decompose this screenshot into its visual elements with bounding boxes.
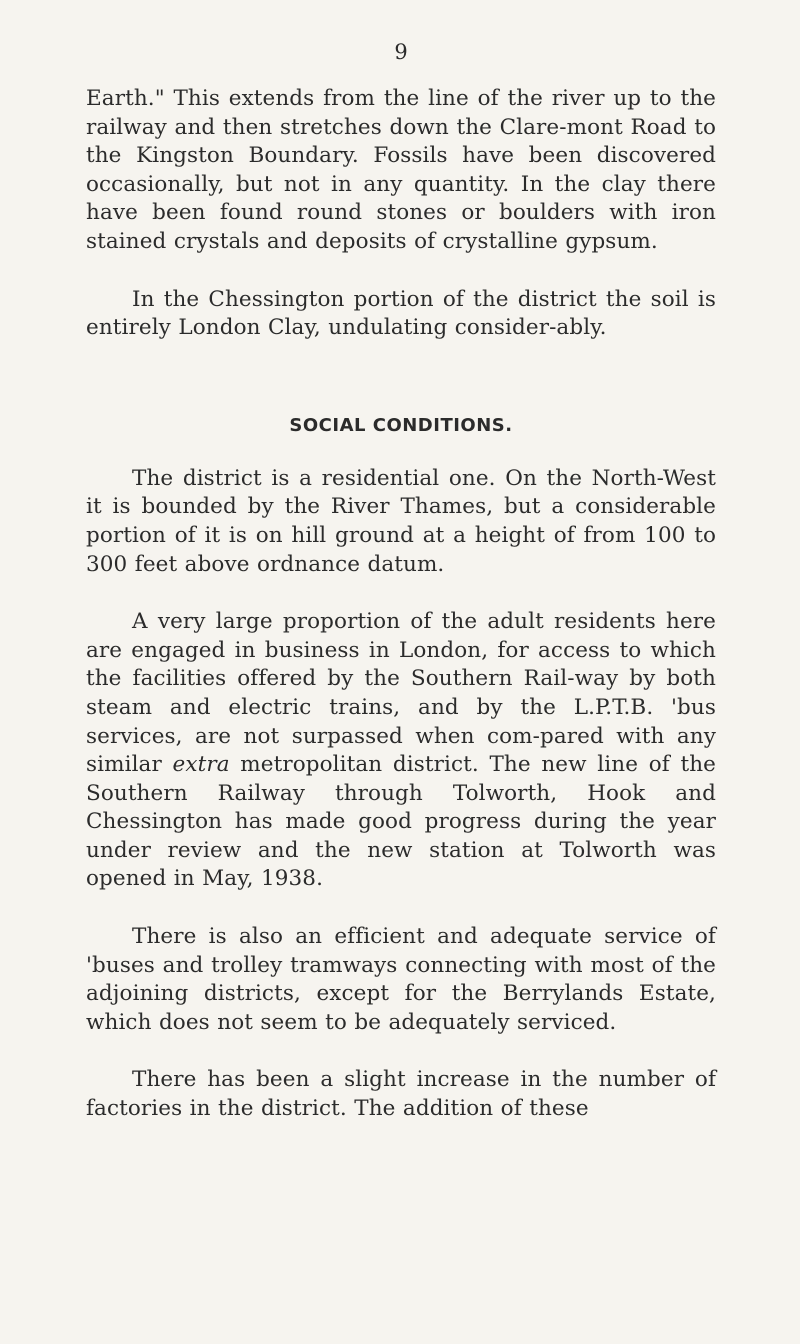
page-number: 9 bbox=[394, 40, 408, 64]
paragraph-transport bbox=[86, 608, 716, 894]
paragraph-geology-clay: Earth." This extends from the line of the river up to the railway and then stretches down the Clare-mont Road to the Kingston Boundary. Fossils have been discovered occasionally, but not in any quantity. In the clay there have been found round stones or boulders with iron stained crystals and deposits of crystalline gypsum. bbox=[86, 86, 716, 254]
paragraph-chessington-soil: In the Chessington portion of the district the soil is entirely London Clay, undulating consider-ably. bbox=[86, 286, 716, 341]
paragraph-residential: The district is a residential one. On the North-West it is bounded by the River Thames, but a considerable portion of it is on hill ground at a height of from 100 to 300 feet above ordnance datum. bbox=[86, 465, 716, 577]
paragraph-factories: There has been a slight increase in the number of factories in the district. The addition of these bbox=[86, 1067, 716, 1122]
section-heading: SOCIAL CONDITIONS. bbox=[289, 414, 513, 436]
document-page bbox=[86, 42, 716, 1124]
transport-text-italic: extra bbox=[172, 752, 230, 778]
transport-text-end: metropolitan district. The new line of the Southern Railway through Tolworth, Hook and Chessington has made good progress during the year under review and the new station at Tolworth was opened in May, 1938. bbox=[86, 752, 716, 892]
transport-text-start: A very large proportion of the adult residents here are engaged in business in London, for access to which the facilities offered by the Southern Rail-way by both steam and electric trains, and by the L.P.T.B. 'bus services, are not surpassed when com-pared with any similar bbox=[86, 609, 716, 778]
paragraph-buses: There is also an efficient and adequate service of 'buses and trolley tramways connecting with most of the adjoining districts, except for the Berrylands Estate, which does not seem to be adequately serviced. bbox=[86, 924, 716, 1035]
